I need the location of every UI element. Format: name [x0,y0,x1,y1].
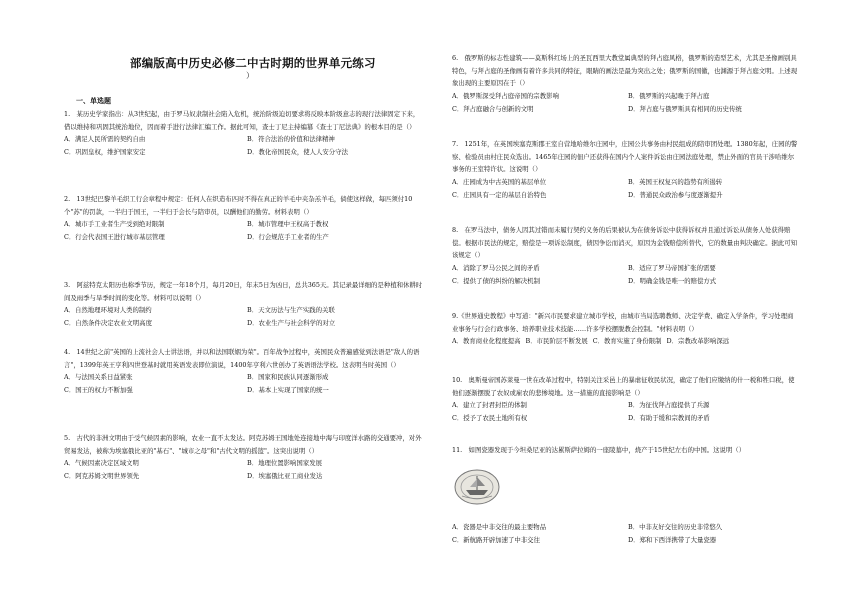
option-c: C．授予了农民土地所有权 [452,414,528,423]
question-6 [452,52,798,116]
question-stem: 10. 奥斯曼帝国苏莱曼一世在改革过程中，特别关注采邑上的暴虐征收民状况，确定了他们应缴纳的什一税和牲口税，使他们逐渐摆脱了农奴或雇农的悲惨境地。这一措施的直接影响是（） [452,376,795,397]
option-c: C．巩固皇权，维护国家安定 [64,148,146,157]
option-c: C．庄园具有一定的基层自治特色 [452,190,547,199]
option-d: D．郑和下西洋携带了大量瓷器 [628,535,717,544]
option-b: B．地理位置影响国家发展 [247,459,322,468]
question-3 [64,279,424,330]
option-a: A．城市手工业者生产受到绝对限制 [64,220,165,229]
question-4 [64,346,424,397]
question-11-options [452,521,798,546]
question-9 [452,310,798,348]
porcelain-image [454,468,500,506]
question-stem: 8. 在罗马法中，债务人因其过错而未履行契约义务的后果被认为在债务诉讼中获得诉权并且通过诉讼从债务人处获得赔偿。根据市民法的规定，赔偿是一项诉讼制度，债因争讼而消灭，原因为金钱赔偿所替代，它的数量由判决确定。据此可知该规定（） [452,226,798,260]
question-8 [452,224,798,288]
option-a: A．俄罗斯深受拜占庭帝国的宗教影响 [452,92,559,101]
option-b: B．城市管理中王权高于教权 [247,220,329,229]
title-paren: ） [246,71,254,80]
option-c: C．自然条件决定农业文明高度 [64,319,152,328]
question-7 [452,138,798,202]
question-stem: 2. 13世纪巴黎羊毛织工行会章程中规定：任何人在织造布匹时不得在真正的羊毛中夹杂羔羊毛，倘使这样做，每匹须付10个"苏"的罚款，一半归于国王，一半归于会长与陪审员，以酬他们的勤劳。材料表明（） [64,195,413,216]
option-b: B．适应了罗马帝国扩张的需要 [628,264,716,273]
document-title: 部编版高中历史必修二中古时期的世界单元练习 [130,56,376,70]
option-c: C．新航路开辟加速了中非交往 [452,535,540,544]
question-stem: 11. 如图瓷器发现于今坦桑尼亚的达累斯萨拉姆的一座陵墓中，烧产于15世纪左右的中国。这说明（） [452,446,746,454]
question-stem: 5. 古代的非洲文明由于受气候因素的影响，农业一直不太发达。阿克苏姆王国地处连接地中海与印度洋水路的交通要冲，对外贸易发达，被称为埃塞俄比亚的"基石"、"城市之母"和"古代文明的摇篮"。这突出说明（） [64,434,422,455]
option-a: A．教育商业化程度提高 [452,337,521,346]
option-b: B．英国王权复兴的趋势有所遏转 [628,178,723,187]
option-b: B．中非友好交往的历史非常悠久 [628,523,723,531]
option-d: D．有助于缓和宗教间的矛盾 [628,414,710,423]
option-a: A．自然地理环境对人类的制约 [64,306,152,315]
option-c: C．教育实施了身份限制 [592,337,662,346]
question-2 [64,193,424,244]
option-d: D．教化帝国民众，使人人安分守法 [247,148,348,157]
option-a: A．消除了罗马公民之间的矛盾 [452,264,540,273]
question-stem: 7. 1251年，在英国埃塞克斯郡王室自营地哈维尔庄园中，庄园公共事务由村民组成的陪审团处理。1380年起，庄园的警察、检验员由村庄民众选出。1465年庄园的佃户还获得在国内个人案件诉讼由庄园法庭处理，禁止外面的官员干涉哈维尔事务的王室特许状。这说明（） [452,140,798,174]
option-c: C．拜占庭融合与创新的文明 [452,104,534,113]
option-a: A．瓷器是中非交往的最主要物品 [452,523,547,531]
option-d: D．基本上实现了国家的统一 [247,386,329,395]
option-a: A．庄园成为中古英国的基层单位 [452,178,547,187]
option-d: D．农业生产与社会科学的对立 [247,319,336,328]
option-a: A．满足人民所需的契约自由 [64,135,146,144]
option-a: A．气候因素决定区域文明 [64,459,139,468]
option-c: C．阿克苏姆文明世界领先 [64,472,140,481]
question-11 [452,444,798,457]
option-b: B．市民阶层不断发展 [525,337,588,346]
question-stem: 6. 俄罗斯的标志性建筑——莫斯科红场上的圣瓦西里大教堂属典型的拜占庭风格，俄罗斯的造型艺术，尤其是圣像画别具特色，与拜占庭的圣像画有着许多共同的特征，眼睛的画法是最为突出之处；俄罗斯的国徽，也渊源于拜占庭文明。上述现象出现的主要原因在于（） [452,54,798,88]
option-b: B．符合法治的价值和法律精神 [247,135,335,144]
option-a: A．与法国关系日益紧张 [64,373,133,382]
question-10 [452,374,798,425]
question-1 [64,108,424,159]
option-c: C．提供了债的纠纷的解决机制 [452,276,540,285]
option-a: A．建立了封君封臣的体制 [452,401,527,410]
section-heading: 一、单选题 [76,97,111,105]
option-d: D．拜占庭与俄罗斯具有相同的历史传统 [628,104,742,113]
question-stem: 3. 阿兹特克太阳历也称季节历，规定一年18个月，每月20日，年末5日为凶日，总共365天。其记录最详细的是种植和休耕时间及雨季与旱季时间的变化等。材料可以说明（） [64,281,423,302]
question-stem: 9.《世界通史教程》中写道："新兴市民要求建立城市学校，由城市当局选聘教师、决定学费、确定入学条件，学习处理商业事务与行会行政事务、培养职业技术技能……许多学校摆脱教会控制。"材料表明（） [452,312,794,333]
option-d: D．宗教改革影响深远 [666,337,730,346]
option-b: B．天文历法与生产实践的关联 [247,306,335,315]
option-b: B．为征伐拜占庭提供了兵源 [628,401,710,410]
question-5 [64,432,424,483]
question-stem: 1. 某历史学家指出：从3世纪起，由于罗马奴隶制社会陷入危机，统治阶级迫切要求将反映本阶级意志的现行法律固定下来，借以维持和巩固其统治地位，因而着手进行法律汇编工作。据此可知，查士丁尼主持编纂《查士丁尼法典》的根本目的是（） [64,110,420,131]
question-stem: 4. 14世纪之前"英国的上流社会人士讲法语，并以和法国联姻为荣"。百年战争过程中，英国民众普遍感觉到法语是"敌人的语言"，1399年英王亨利四世登基时就用英语发表即位演说，1400年亨利六世创办了英语语法学校。这表明当时英国（） [64,348,420,369]
option-d: D．普通民众政治参与度逐渐提升 [628,190,723,199]
option-c: C．行会代表国王进行城市基层管理 [64,233,165,242]
option-c: C．国王的权力不断加强 [64,386,133,395]
option-d: D．明确金钱是唯一的赔偿方式 [628,276,717,285]
option-d: D．行会规范手工业者的生产 [247,233,329,242]
option-d: D．埃塞俄比亚工商业发达 [247,472,323,481]
option-b: B．俄罗斯的兴起晚于拜占庭 [628,92,710,101]
option-b: B．国家和民族认同逐渐形成 [247,373,329,382]
